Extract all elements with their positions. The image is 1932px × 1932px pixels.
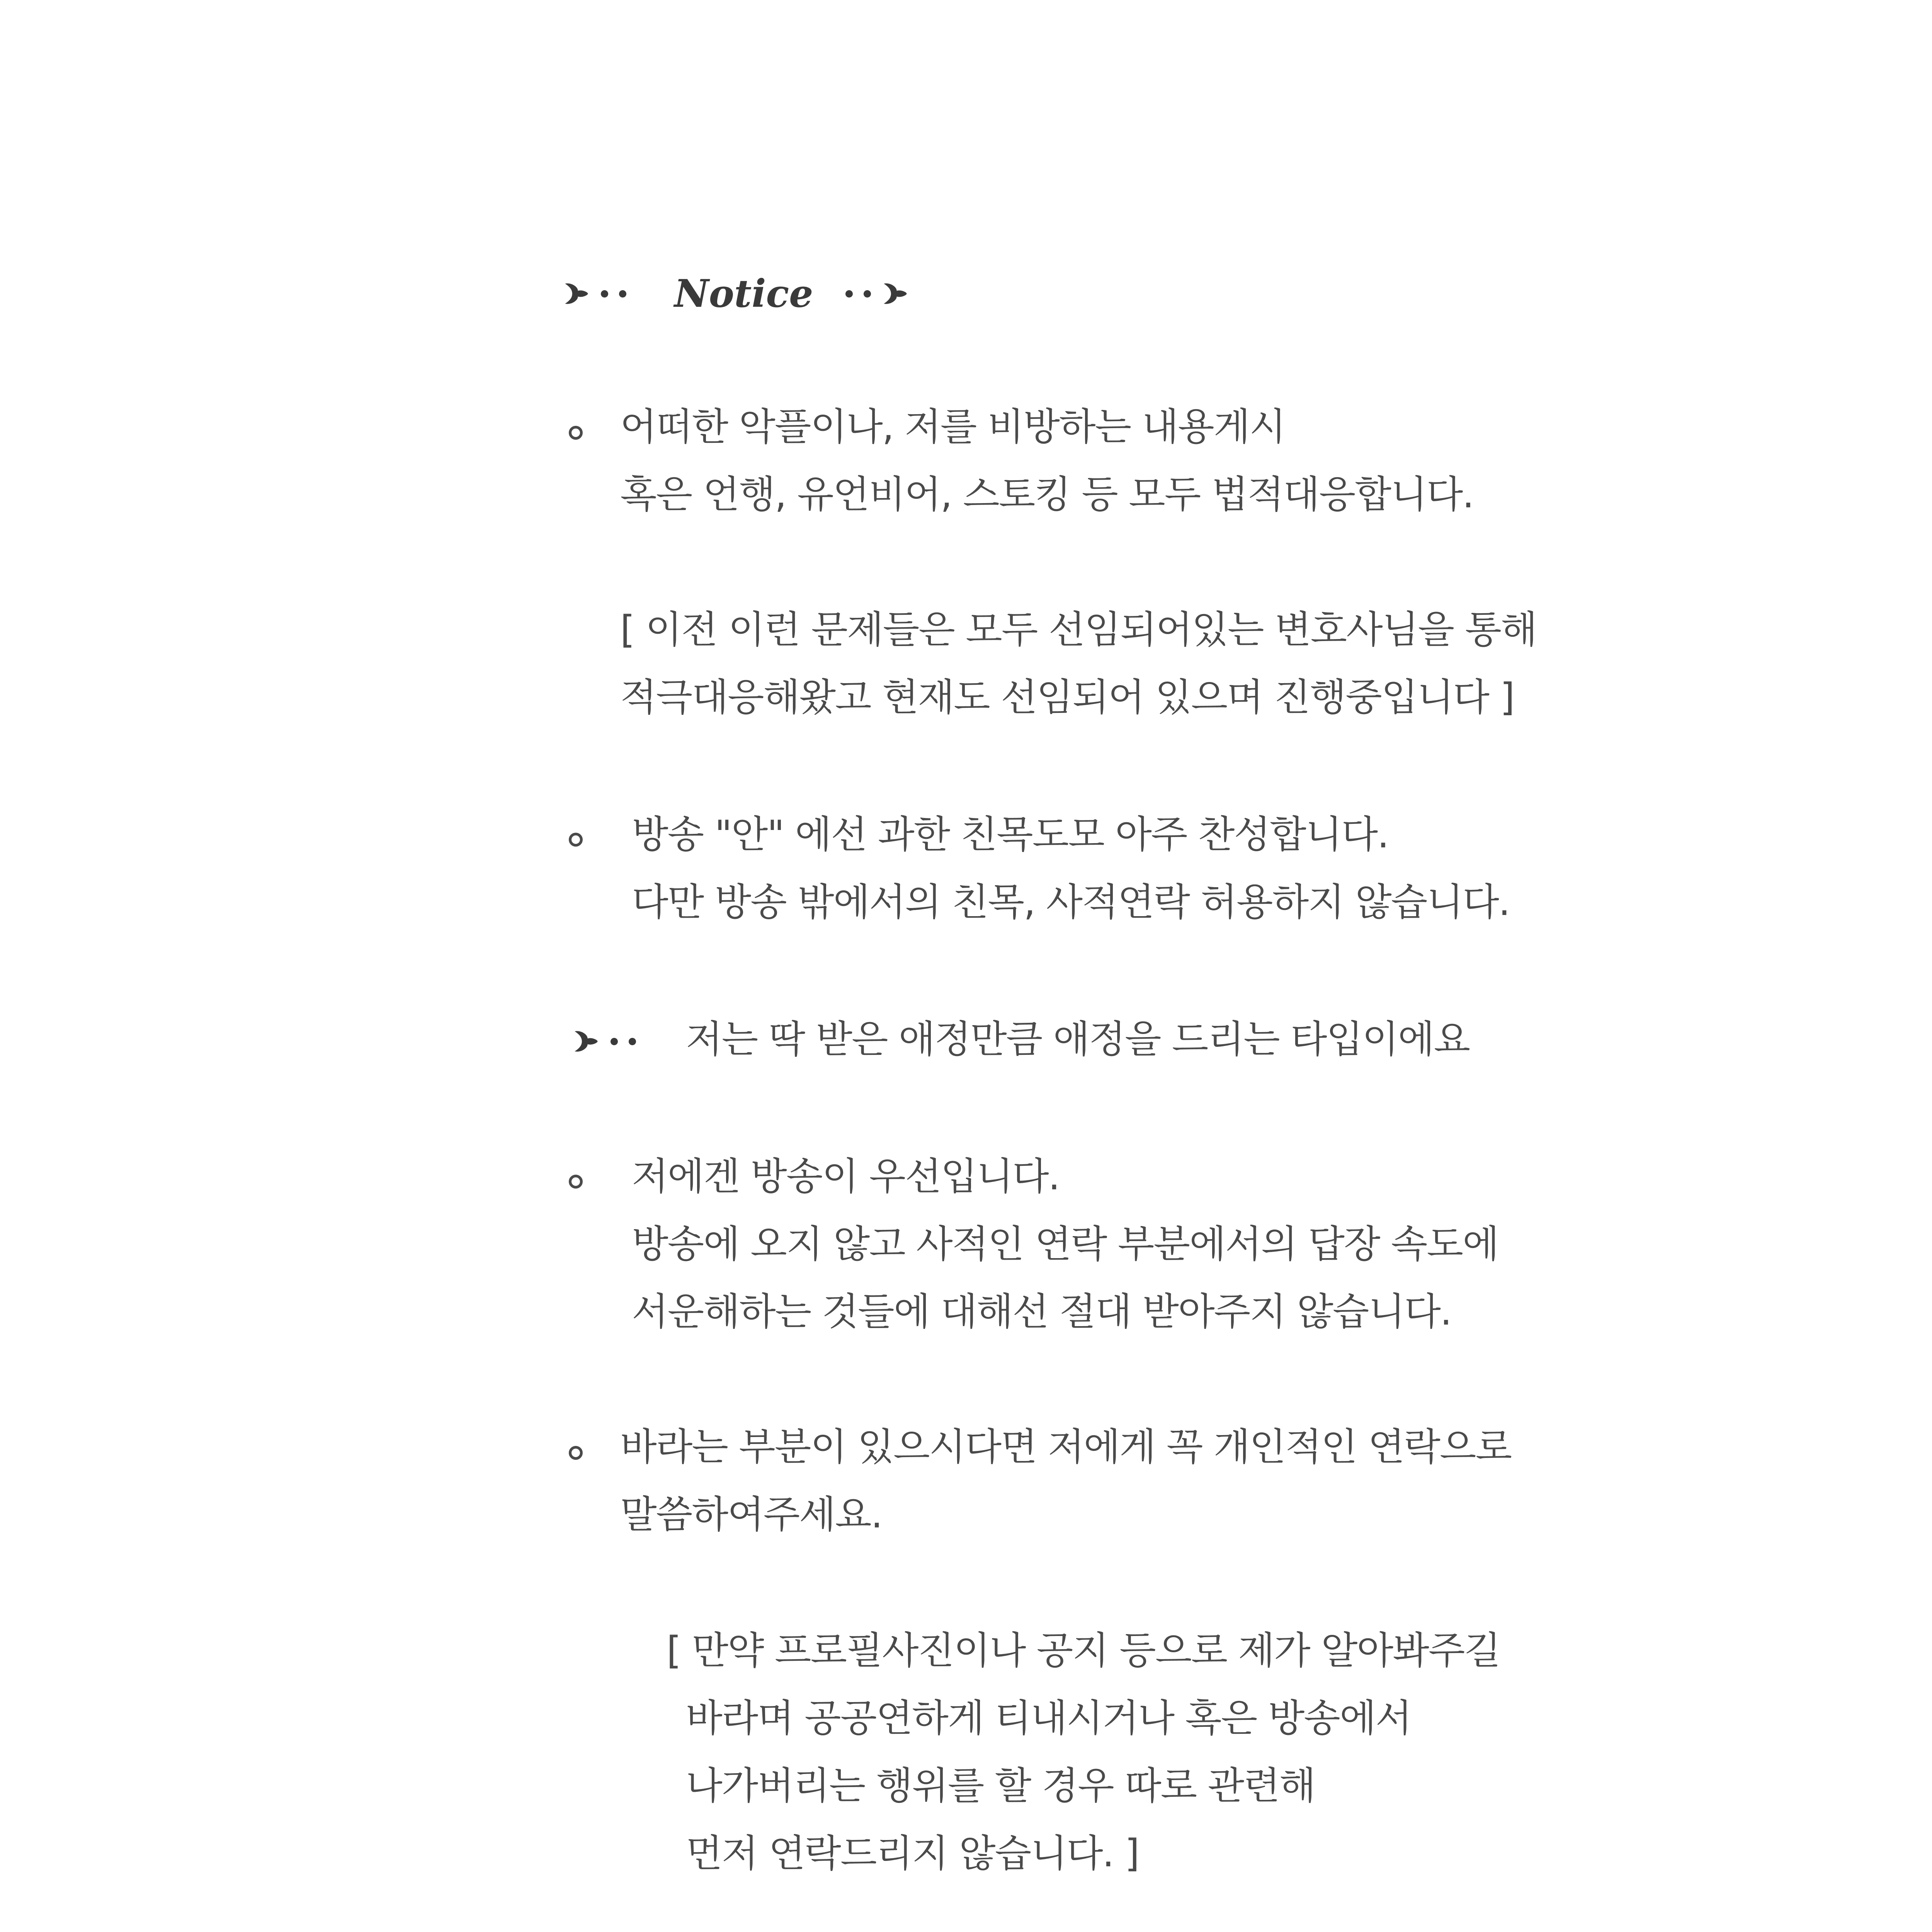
- bullet-circle-icon: [569, 1446, 583, 1460]
- dots-icon: [601, 290, 626, 298]
- notice-line: 적극대응해왔고 현재도 선임되어 있으며 진행중입니다 ]: [620, 675, 1514, 719]
- notice-line: 방송 "안" 에선 과한 친목도모 아주 찬성합니다.: [632, 813, 1389, 857]
- dots-icon: [611, 1038, 636, 1045]
- notice-header: [562, 269, 910, 319]
- notice-line: [ 이전 이런 문제들은 모두 선임되어있는 변호사님을 통해: [620, 608, 1537, 652]
- notice-line: 어떠한 악플이나, 저를 비방하는 내용게시: [620, 405, 1286, 449]
- notice-line: 저는 딱 받은 애정만큼 애정을 드리는 타입이에요: [686, 1017, 1470, 1061]
- highlight-row: [572, 1016, 646, 1066]
- left-decoration: [562, 279, 636, 308]
- notice-line: 혹은 언행, 유언비어, 스토킹 등 모두 법적대응합니다.: [620, 473, 1474, 517]
- dots-icon: [845, 290, 871, 298]
- notice-line: 저에겐 방송이 우선입니다.: [632, 1155, 1060, 1199]
- notice-line: 바라는 부분이 있으시다면 저에게 꼭 개인적인 연락으로: [620, 1425, 1512, 1469]
- bullet-circle-icon: [569, 1175, 583, 1189]
- heart-arrow-icon: [881, 279, 910, 308]
- notice-line: 방송에 오지 않고 사적인 연락 부분에서의 답장 속도에: [632, 1222, 1498, 1266]
- page-title: Notice: [674, 271, 813, 316]
- bullet-circle-icon: [569, 833, 583, 847]
- notice-line: 먼저 연락드리지 않습니다. ]: [686, 1832, 1139, 1876]
- bullet-circle-icon: [569, 426, 583, 440]
- notice-line: 말씀하여주세요.: [620, 1493, 882, 1537]
- notice-line: 나가버리는 행위를 할 경우 따로 관련해: [686, 1764, 1315, 1808]
- notice-line: 서운해하는 것들에 대해선 절대 받아주지 않습니다.: [632, 1290, 1451, 1334]
- notice-line: 바라며 공공연하게 티내시거나 혹은 방송에서: [686, 1696, 1412, 1740]
- notice-line: 다만 방송 밖에서의 친목, 사적연락 허용하지 않습니다.: [632, 880, 1510, 924]
- right-decoration: [835, 279, 910, 308]
- heart-arrow-icon: [562, 279, 591, 308]
- heart-arrow-icon: [572, 1027, 600, 1056]
- notice-line: [ 만약 프로필사진이나 공지 등으로 제가 알아봐주길: [667, 1629, 1500, 1673]
